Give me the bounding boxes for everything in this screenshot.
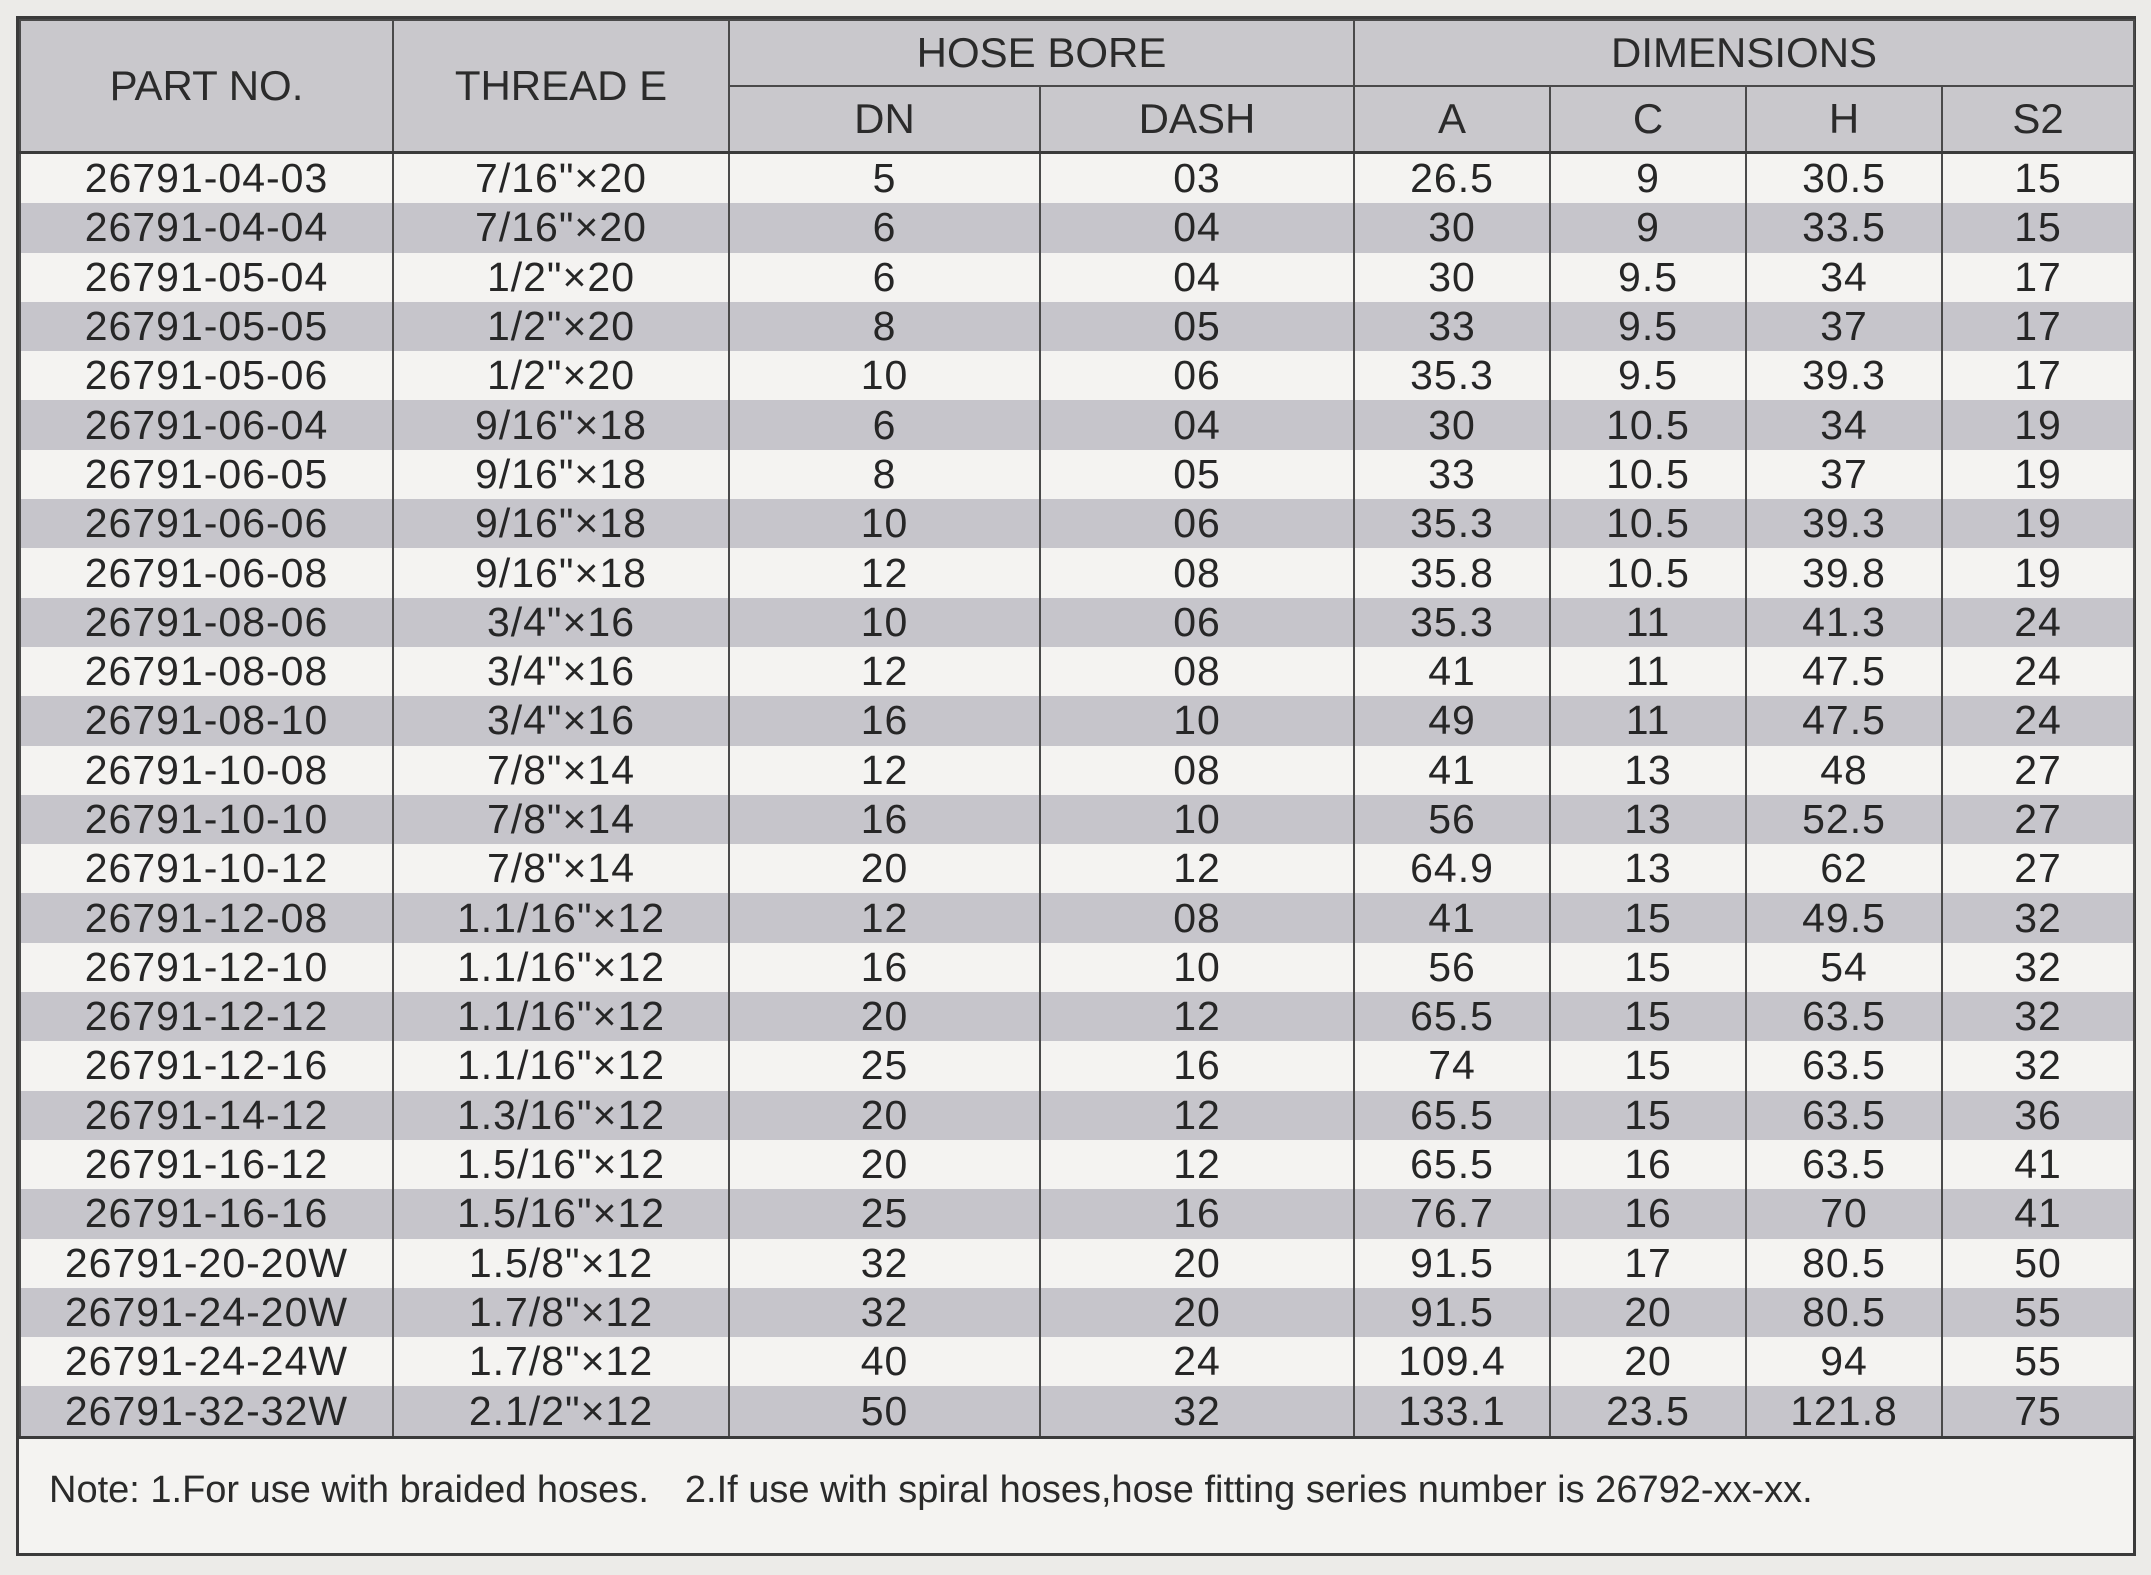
- dash-cell: 04: [1040, 203, 1354, 252]
- h-cell: 54: [1746, 943, 1942, 992]
- thread-cell: 7/8"×14: [393, 795, 729, 844]
- c-cell: 20: [1550, 1337, 1746, 1386]
- thread-cell: 9/16"×18: [393, 548, 729, 597]
- dash-cell: 08: [1040, 548, 1354, 597]
- table-row: [20, 992, 2134, 1041]
- thread-cell: 2.1/2"×12: [393, 1386, 729, 1437]
- a-cell: 65.5: [1354, 992, 1550, 1041]
- h-cell: 52.5: [1746, 795, 1942, 844]
- s2-cell: 27: [1942, 746, 2134, 795]
- dn-cell: 6: [729, 203, 1040, 252]
- c-cell: 9: [1550, 153, 1746, 204]
- c-cell: 16: [1550, 1189, 1746, 1238]
- dn-cell: 25: [729, 1189, 1040, 1238]
- c-cell: 17: [1550, 1239, 1746, 1288]
- h-cell: 30.5: [1746, 153, 1942, 204]
- c-cell: 15: [1550, 992, 1746, 1041]
- s2-cell: 27: [1942, 795, 2134, 844]
- thread-cell: 1.7/8"×12: [393, 1288, 729, 1337]
- h-cell: 47.5: [1746, 647, 1942, 696]
- thread-cell: 1.1/16"×12: [393, 1041, 729, 1090]
- hose-fitting-table: [19, 19, 2135, 1439]
- thread-cell: 1/2"×20: [393, 302, 729, 351]
- a-cell: 30: [1354, 203, 1550, 252]
- s2-cell: 50: [1942, 1239, 2134, 1288]
- thread-cell: 1.1/16"×12: [393, 943, 729, 992]
- h-cell: 94: [1746, 1337, 1942, 1386]
- table-row: [20, 746, 2134, 795]
- s2-cell: 15: [1942, 203, 2134, 252]
- dash-cell: 16: [1040, 1041, 1354, 1090]
- c-cell: 11: [1550, 647, 1746, 696]
- thread-cell: 1.5/16"×12: [393, 1189, 729, 1238]
- c-cell: 13: [1550, 844, 1746, 893]
- dn-cell: 20: [729, 1091, 1040, 1140]
- part-no-cell: 26791-08-06: [20, 598, 393, 647]
- dn-cell: 10: [729, 499, 1040, 548]
- a-cell: 65.5: [1354, 1140, 1550, 1189]
- dn-cell: 16: [729, 795, 1040, 844]
- s2-cell: 19: [1942, 450, 2134, 499]
- h-cell: 121.8: [1746, 1386, 1942, 1437]
- dash-cell: 20: [1040, 1288, 1354, 1337]
- header-a: A: [1354, 86, 1550, 153]
- header-c: C: [1550, 86, 1746, 153]
- s2-cell: 19: [1942, 499, 2134, 548]
- a-cell: 91.5: [1354, 1239, 1550, 1288]
- a-cell: 65.5: [1354, 1091, 1550, 1140]
- part-no-cell: 26791-12-16: [20, 1041, 393, 1090]
- s2-cell: 41: [1942, 1140, 2134, 1189]
- dash-cell: 20: [1040, 1239, 1354, 1288]
- a-cell: 35.3: [1354, 351, 1550, 400]
- c-cell: 10.5: [1550, 450, 1746, 499]
- h-cell: 37: [1746, 450, 1942, 499]
- part-no-cell: 26791-06-04: [20, 400, 393, 449]
- a-cell: 26.5: [1354, 153, 1550, 204]
- s2-cell: 32: [1942, 893, 2134, 942]
- part-no-cell: 26791-16-12: [20, 1140, 393, 1189]
- dn-cell: 12: [729, 548, 1040, 597]
- s2-cell: 24: [1942, 598, 2134, 647]
- dash-cell: 10: [1040, 795, 1354, 844]
- c-cell: 9.5: [1550, 253, 1746, 302]
- thread-cell: 3/4"×16: [393, 598, 729, 647]
- table-row: [20, 499, 2134, 548]
- c-cell: 9.5: [1550, 302, 1746, 351]
- dn-cell: 50: [729, 1386, 1040, 1437]
- table-row: [20, 1239, 2134, 1288]
- dash-cell: 16: [1040, 1189, 1354, 1238]
- a-cell: 91.5: [1354, 1288, 1550, 1337]
- header-s2: S2: [1942, 86, 2134, 153]
- part-no-cell: 26791-24-24W: [20, 1337, 393, 1386]
- dash-cell: 08: [1040, 647, 1354, 696]
- table-row: [20, 1337, 2134, 1386]
- thread-cell: 7/8"×14: [393, 844, 729, 893]
- a-cell: 49: [1354, 696, 1550, 745]
- part-no-cell: 26791-16-16: [20, 1189, 393, 1238]
- s2-cell: 17: [1942, 302, 2134, 351]
- h-cell: 80.5: [1746, 1239, 1942, 1288]
- part-no-cell: 26791-06-06: [20, 499, 393, 548]
- dash-cell: 32: [1040, 1386, 1354, 1437]
- thread-cell: 3/4"×16: [393, 696, 729, 745]
- thread-cell: 7/16"×20: [393, 153, 729, 204]
- h-cell: 39.8: [1746, 548, 1942, 597]
- header-dn: DN: [729, 86, 1040, 153]
- part-no-cell: 26791-24-20W: [20, 1288, 393, 1337]
- a-cell: 30: [1354, 253, 1550, 302]
- table-row: [20, 795, 2134, 844]
- table-row: [20, 1288, 2134, 1337]
- c-cell: 11: [1550, 598, 1746, 647]
- s2-cell: 32: [1942, 1041, 2134, 1090]
- h-cell: 34: [1746, 400, 1942, 449]
- h-cell: 63.5: [1746, 1091, 1942, 1140]
- s2-cell: 32: [1942, 992, 2134, 1041]
- note-spiral: 2.If use with spiral hoses,hose fitting series number is 26792-xx-xx.: [684, 1469, 1813, 1511]
- footnote: [49, 1469, 1813, 1512]
- thread-cell: 1.5/16"×12: [393, 1140, 729, 1189]
- dash-cell: 04: [1040, 253, 1354, 302]
- c-cell: 15: [1550, 1091, 1746, 1140]
- dash-cell: 24: [1040, 1337, 1354, 1386]
- thread-cell: 9/16"×18: [393, 400, 729, 449]
- table-row: [20, 351, 2134, 400]
- thread-cell: 9/16"×18: [393, 499, 729, 548]
- dash-cell: 12: [1040, 1091, 1354, 1140]
- c-cell: 13: [1550, 795, 1746, 844]
- thread-cell: 3/4"×16: [393, 647, 729, 696]
- h-cell: 70: [1746, 1189, 1942, 1238]
- thread-cell: 7/8"×14: [393, 746, 729, 795]
- s2-cell: 36: [1942, 1091, 2134, 1140]
- c-cell: 16: [1550, 1140, 1746, 1189]
- table-row: [20, 302, 2134, 351]
- part-no-cell: 26791-05-06: [20, 351, 393, 400]
- part-no-cell: 26791-06-05: [20, 450, 393, 499]
- part-no-cell: 26791-04-04: [20, 203, 393, 252]
- thread-cell: 1.1/16"×12: [393, 992, 729, 1041]
- h-cell: 33.5: [1746, 203, 1942, 252]
- table-row: [20, 1041, 2134, 1090]
- c-cell: 11: [1550, 696, 1746, 745]
- a-cell: 133.1: [1354, 1386, 1550, 1437]
- part-no-cell: 26791-12-10: [20, 943, 393, 992]
- a-cell: 109.4: [1354, 1337, 1550, 1386]
- part-no-cell: 26791-08-10: [20, 696, 393, 745]
- part-no-cell: 26791-10-12: [20, 844, 393, 893]
- dn-cell: 10: [729, 351, 1040, 400]
- dn-cell: 16: [729, 696, 1040, 745]
- dash-cell: 06: [1040, 598, 1354, 647]
- header-hose-bore: HOSE BORE: [729, 20, 1354, 86]
- a-cell: 74: [1354, 1041, 1550, 1090]
- a-cell: 64.9: [1354, 844, 1550, 893]
- part-no-cell: 26791-14-12: [20, 1091, 393, 1140]
- s2-cell: 27: [1942, 844, 2134, 893]
- c-cell: 13: [1550, 746, 1746, 795]
- s2-cell: 41: [1942, 1189, 2134, 1238]
- dn-cell: 12: [729, 647, 1040, 696]
- dn-cell: 5: [729, 153, 1040, 204]
- dash-cell: 10: [1040, 696, 1354, 745]
- h-cell: 62: [1746, 844, 1942, 893]
- thread-cell: 9/16"×18: [393, 450, 729, 499]
- table-row: [20, 1140, 2134, 1189]
- a-cell: 35.3: [1354, 598, 1550, 647]
- dash-cell: 12: [1040, 1140, 1354, 1189]
- dn-cell: 6: [729, 400, 1040, 449]
- c-cell: 9.5: [1550, 351, 1746, 400]
- dn-cell: 12: [729, 893, 1040, 942]
- table-row: [20, 893, 2134, 942]
- h-cell: 47.5: [1746, 696, 1942, 745]
- part-no-cell: 26791-05-05: [20, 302, 393, 351]
- header-dash: DASH: [1040, 86, 1354, 153]
- h-cell: 80.5: [1746, 1288, 1942, 1337]
- dash-cell: 08: [1040, 893, 1354, 942]
- c-cell: 15: [1550, 893, 1746, 942]
- dn-cell: 20: [729, 992, 1040, 1041]
- dn-cell: 8: [729, 450, 1040, 499]
- s2-cell: 19: [1942, 400, 2134, 449]
- part-no-cell: 26791-32-32W: [20, 1386, 393, 1437]
- s2-cell: 17: [1942, 351, 2134, 400]
- table-row: [20, 450, 2134, 499]
- dn-cell: 8: [729, 302, 1040, 351]
- h-cell: 34: [1746, 253, 1942, 302]
- dash-cell: 12: [1040, 844, 1354, 893]
- table-row: [20, 696, 2134, 745]
- c-cell: 10.5: [1550, 400, 1746, 449]
- a-cell: 35.8: [1354, 548, 1550, 597]
- table-row: [20, 943, 2134, 992]
- thread-cell: 7/16"×20: [393, 203, 729, 252]
- h-cell: 48: [1746, 746, 1942, 795]
- s2-cell: 15: [1942, 153, 2134, 204]
- a-cell: 41: [1354, 647, 1550, 696]
- part-no-cell: 26791-05-04: [20, 253, 393, 302]
- dash-cell: 08: [1040, 746, 1354, 795]
- thread-cell: 1/2"×20: [393, 351, 729, 400]
- s2-cell: 24: [1942, 696, 2134, 745]
- c-cell: 9: [1550, 203, 1746, 252]
- a-cell: 30: [1354, 400, 1550, 449]
- header-dimensions: DIMENSIONS: [1354, 20, 2134, 86]
- a-cell: 56: [1354, 795, 1550, 844]
- h-cell: 39.3: [1746, 351, 1942, 400]
- table-row: [20, 647, 2134, 696]
- dn-cell: 40: [729, 1337, 1040, 1386]
- c-cell: 20: [1550, 1288, 1746, 1337]
- dn-cell: 20: [729, 844, 1040, 893]
- s2-cell: 17: [1942, 253, 2134, 302]
- part-no-cell: 26791-12-08: [20, 893, 393, 942]
- dn-cell: 10: [729, 598, 1040, 647]
- table-row: [20, 153, 2134, 204]
- table-row: [20, 598, 2134, 647]
- s2-cell: 24: [1942, 647, 2134, 696]
- s2-cell: 19: [1942, 548, 2134, 597]
- part-no-cell: 26791-06-08: [20, 548, 393, 597]
- dn-cell: 25: [729, 1041, 1040, 1090]
- part-no-cell: 26791-08-08: [20, 647, 393, 696]
- h-cell: 41.3: [1746, 598, 1942, 647]
- a-cell: 35.3: [1354, 499, 1550, 548]
- table-row: [20, 400, 2134, 449]
- h-cell: 63.5: [1746, 1140, 1942, 1189]
- h-cell: 37: [1746, 302, 1942, 351]
- spec-sheet: [16, 16, 2136, 1556]
- table-row: [20, 253, 2134, 302]
- part-no-cell: 26791-10-10: [20, 795, 393, 844]
- s2-cell: 32: [1942, 943, 2134, 992]
- header-h: H: [1746, 86, 1942, 153]
- a-cell: 56: [1354, 943, 1550, 992]
- dn-cell: 16: [729, 943, 1040, 992]
- c-cell: 23.5: [1550, 1386, 1746, 1437]
- a-cell: 41: [1354, 746, 1550, 795]
- a-cell: 76.7: [1354, 1189, 1550, 1238]
- h-cell: 49.5: [1746, 893, 1942, 942]
- dash-cell: 05: [1040, 450, 1354, 499]
- c-cell: 15: [1550, 1041, 1746, 1090]
- dash-cell: 10: [1040, 943, 1354, 992]
- table-row: [20, 1091, 2134, 1140]
- c-cell: 10.5: [1550, 499, 1746, 548]
- table-row: [20, 548, 2134, 597]
- a-cell: 33: [1354, 302, 1550, 351]
- dn-cell: 20: [729, 1140, 1040, 1189]
- table-row: [20, 844, 2134, 893]
- thread-cell: 1/2"×20: [393, 253, 729, 302]
- h-cell: 39.3: [1746, 499, 1942, 548]
- header-thread: THREAD E: [393, 20, 729, 153]
- header-part-no: PART NO.: [20, 20, 393, 153]
- table-row: [20, 203, 2134, 252]
- thread-cell: 1.1/16"×12: [393, 893, 729, 942]
- dash-cell: 03: [1040, 153, 1354, 204]
- thread-cell: 1.7/8"×12: [393, 1337, 729, 1386]
- dash-cell: 06: [1040, 499, 1354, 548]
- h-cell: 63.5: [1746, 1041, 1942, 1090]
- c-cell: 15: [1550, 943, 1746, 992]
- s2-cell: 55: [1942, 1337, 2134, 1386]
- thread-cell: 1.5/8"×12: [393, 1239, 729, 1288]
- s2-cell: 55: [1942, 1288, 2134, 1337]
- part-no-cell: 26791-10-08: [20, 746, 393, 795]
- table-row: [20, 1189, 2134, 1238]
- c-cell: 10.5: [1550, 548, 1746, 597]
- dash-cell: 04: [1040, 400, 1354, 449]
- table-body: [20, 153, 2134, 1438]
- part-no-cell: 26791-20-20W: [20, 1239, 393, 1288]
- s2-cell: 75: [1942, 1386, 2134, 1437]
- dash-cell: 12: [1040, 992, 1354, 1041]
- h-cell: 63.5: [1746, 992, 1942, 1041]
- table-row: [20, 1386, 2134, 1437]
- a-cell: 33: [1354, 450, 1550, 499]
- table-header: [20, 20, 2134, 153]
- part-no-cell: 26791-04-03: [20, 153, 393, 204]
- dn-cell: 6: [729, 253, 1040, 302]
- a-cell: 41: [1354, 893, 1550, 942]
- part-no-cell: 26791-12-12: [20, 992, 393, 1041]
- note-braided: Note: 1.For use with braided hoses.: [49, 1469, 649, 1511]
- thread-cell: 1.3/16"×12: [393, 1091, 729, 1140]
- dn-cell: 32: [729, 1288, 1040, 1337]
- dash-cell: 06: [1040, 351, 1354, 400]
- dash-cell: 05: [1040, 302, 1354, 351]
- dn-cell: 12: [729, 746, 1040, 795]
- dn-cell: 32: [729, 1239, 1040, 1288]
